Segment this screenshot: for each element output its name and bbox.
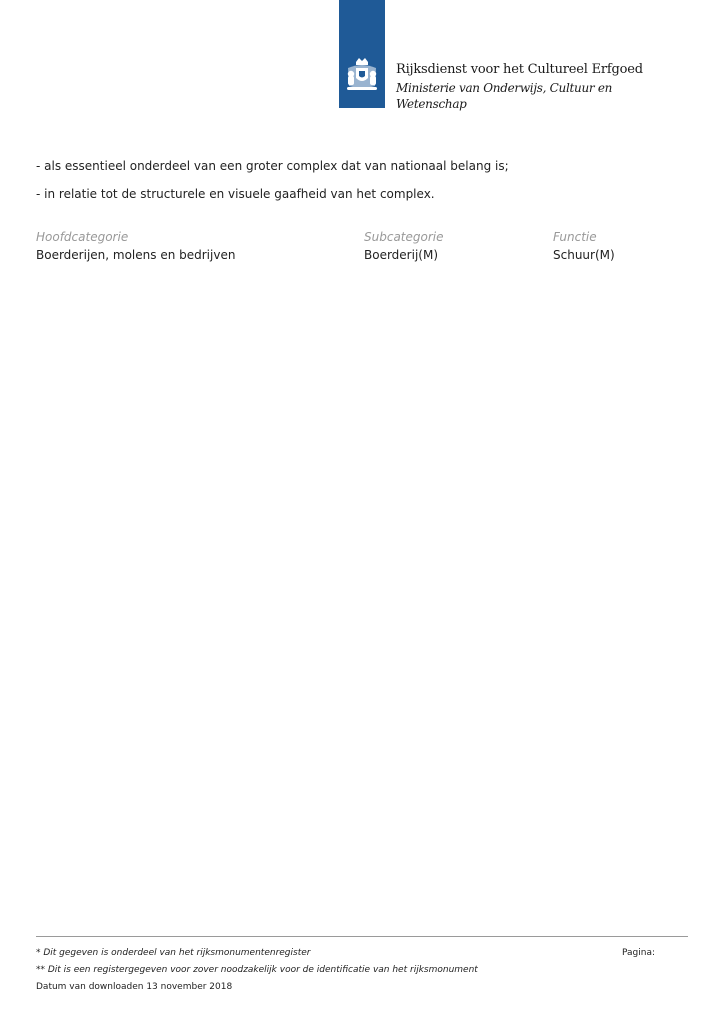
organization-name: Rijksdienst voor het Cultureel Erfgoed [396,62,643,77]
functie-value: Schuur(M) [553,248,615,262]
royal-coat-of-arms-icon [342,56,382,96]
ministry-name: Ministerie van Onderwijs, Cultuur en Wetenschap [396,81,613,111]
body-paragraph-1: - als essentieel onderdeel van een groter complex dat van nationaal belang is; [36,159,509,173]
footer-note-2: ** Dit is een registergegeven voor zover noodzakelijk voor de identificatie van het rijksmonument [36,965,478,975]
hoofdcategorie-value: Boerderijen, molens en bedrijven [36,248,236,262]
logo-block [339,0,385,108]
hoofdcategorie-label: Hoofdcategorie [36,230,129,244]
subcategorie-label: Subcategorie [364,230,444,244]
footer-note-1: * Dit gegeven is onderdeel van het rijksmonumentenregister [36,948,311,958]
body-paragraph-2: - in relatie tot de structurele en visuele gaafheid van het complex. [36,187,435,201]
footer-divider [36,936,688,937]
subcategorie-value: Boerderij(M) [364,248,438,262]
page-number-label: Pagina: [622,948,656,958]
download-date: Datum van downloaden 13 november 2018 [36,982,233,992]
functie-label: Functie [553,230,597,244]
